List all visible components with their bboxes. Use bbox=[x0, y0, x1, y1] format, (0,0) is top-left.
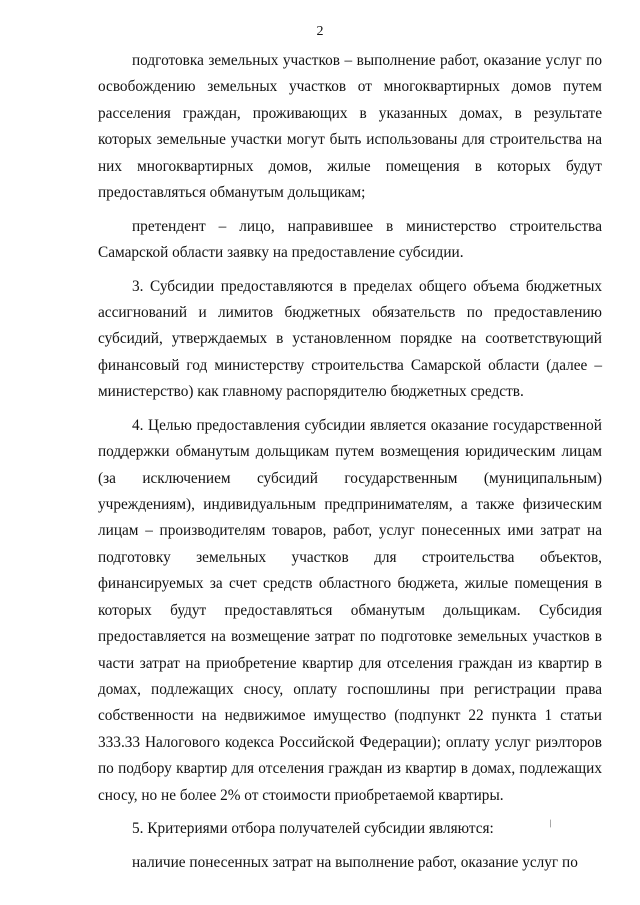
pen-mark: / bbox=[547, 817, 555, 831]
document-body bbox=[98, 48, 602, 876]
paragraph-clause-4: 4. Целью предоставления субсидии является оказание государственной поддержки обманутым дольщикам путем возмещения юридическим лицам (за исключением субсидий государственным (муниципальным) учреждениям), индивидуальным предпринимателям, а также физическим лицам – производителям товаров, работ, услуг понесенных ими затрат на подготовку земельных участков для строительства объектов, финансируемых за счет средств областного бюджета, жилые помещения в которых будут предоставляться обманутым дольщикам. Субсидия предоставляется на возмещение затрат по подготовке земельных участков в части затрат на приобретение квартир для отселения граждан из квартир в домах, подлежащих сносу, оплату госпошлины при регистрации права собственности на недвижимое имущество (подпункт 22 пункта 1 статьи 333.33 Налогового кодекса Российской Федерации); оплату услуг риэлторов по подбору квартир для отселения граждан из квартир в домах, подлежащих сносу, но не более 2% от стоимости приобретаемой квартиры. bbox=[98, 416, 602, 804]
paragraph-definition-applicant: претендент – лицо, направившее в министерство строительства Самарской области заявку на предоставление субсидии. bbox=[98, 217, 602, 262]
paragraph-clause-3: 3. Субсидии предоставляются в пределах общего объема бюджетных ассигнований и лимитов бюджетных обязательств по предоставлению субсидий, утверждаемых в установленном порядке на соответствующий финансовый год министерству строительства Самарской области (далее – министерство) как главному распорядителю бюджетных средств. bbox=[98, 277, 602, 401]
paragraph-clause-5: 5. Критериями отбора получателей субсидии являются: bbox=[132, 820, 494, 838]
paragraph-criteria-start: наличие понесенных затрат на выполнение работ, оказание услуг по bbox=[132, 853, 578, 871]
page-number: 2 bbox=[316, 24, 324, 39]
paragraph-definition-land-preparation: подготовка земельных участков – выполнение работ, оказание услуг по освобождению земельных участков от многоквартирных домов путем расселения граждан, проживающих в указанных домах, в результате которых земельные участки могут быть использованы для строительства на них многоквартирных домов, жилые помещения в которых будут предоставляться обманутым дольщикам; bbox=[98, 52, 602, 202]
